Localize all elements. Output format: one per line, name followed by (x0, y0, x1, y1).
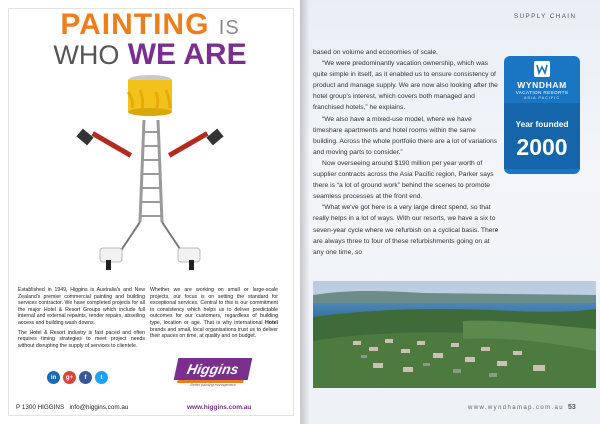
stat-brand-region: ASIA PACIFIC (523, 96, 561, 100)
ad-body-right-column (150, 287, 278, 343)
ad-body-right-part-2: brands and small, local organisations trust us to deliver their spaces on time, at quality and on budget. (150, 326, 278, 340)
left-roller-icon (100, 222, 140, 270)
article-paragraph-5: “What we've got here is a very large direct spend, so that really helps in a lot of ways. With our resorts, we have a six to seven-year cycle where we refurbish on a cyclical basis. There are always three to four of these refurbishments going on at any one time, so (313, 204, 499, 256)
ad-body-left-column (18, 287, 145, 352)
article-body (313, 47, 499, 258)
page-number: 53 (568, 404, 576, 411)
ad-body-right-bold: Hotel (265, 319, 278, 326)
resort-aerial-photo (313, 281, 596, 388)
twitter-icon[interactable]: t (95, 371, 108, 384)
right-roller-icon (162, 222, 200, 270)
stat-brand-subtitle: VACATION RESORTS (515, 90, 569, 95)
ad-headline-line-2 (0, 38, 300, 72)
ad-body-right-paragraph (150, 287, 278, 340)
facebook-icon[interactable]: f (79, 371, 92, 384)
article-paragraph-1: based on volume and economies of scale. (313, 49, 438, 56)
logo-tagline: Better painting management (190, 383, 236, 387)
right-brush-icon (168, 129, 224, 158)
stat-value: 2000 (516, 134, 568, 160)
logo-wordmark: Higgins (174, 358, 253, 380)
ad-body-left-paragraph-1: Established in 1949, Higgins is Australia's and New Zealand's premier commercial painting and building services contractor. We have completed projects for all the major Hotel & Resort Groups which include full internal and external repaints, render repairs, abseiling access and building wash downs. (18, 287, 145, 326)
headline-who: WHO (53, 40, 120, 70)
year-founded-stat-box (504, 56, 580, 174)
painter-figure-illustration (60, 72, 240, 272)
ad-website-link[interactable]: www.higgins.com.au (187, 404, 252, 411)
google-plus-icon[interactable]: g+ (63, 371, 76, 384)
headline-we-are: WE ARE (127, 38, 247, 71)
ad-email-link[interactable]: info@higgins.com.au (69, 404, 129, 411)
ladder-icon (140, 120, 162, 222)
stat-brand: WYNDHAM (517, 80, 567, 90)
headline-is: IS (218, 17, 240, 39)
wyndham-logo-icon (534, 61, 550, 77)
ad-body-left-paragraph-2: The Hotel & Resort industry is fast paced and often requires timing strategies to meet project needs without disrupting the supply of services to clientele. (18, 329, 145, 349)
paint-can-icon (128, 75, 172, 116)
ad-body-right-part-1: Whether we are working on small or large-scale projects, our focus is on setting the standard for exceptional services. Central to this is our commitment to consistency which helps us to deliver predictable outcomes for our customers, regardless of building type, location or age. That is why international (150, 287, 278, 326)
page-gutter-shadow (300, 0, 310, 424)
stat-label: Year founded (515, 119, 569, 129)
ad-phone: P 1300 HIGGINS (16, 404, 65, 411)
wyndham-website-link[interactable]: www.wyndhamap.com.au (468, 405, 565, 411)
social-links (47, 371, 108, 384)
headline-painting: PAINTING (60, 8, 210, 41)
article-paragraph-2: “We were predominantly vacation ownership, which was quite simple in itself, as it enabled us to ensure consistency of product and manage supply. We are now also looking after the hotel group's interest, which covers both managed and franchised hotels,” he explains. (313, 60, 498, 112)
linkedin-icon[interactable]: in (47, 371, 60, 384)
article-paragraph-4: Now overseeing around $190 million per year worth of supplier contracts across the Asia Pacific region, Parker says there is “a lot of ground work” behind the scenes to promote seamless processes at the front end. (313, 159, 494, 201)
article-paragraph-3: “We also have a mixed-use model, where we have timeshare apartments and hotel rooms within the same building. Across the whole portfolio there are a lot of variations and moving parts to consider.” (313, 115, 498, 156)
left-brush-icon (76, 129, 132, 158)
higgins-logo (176, 358, 250, 388)
ad-contact (16, 404, 128, 411)
section-label: SUPPLY CHAIN (514, 13, 577, 20)
